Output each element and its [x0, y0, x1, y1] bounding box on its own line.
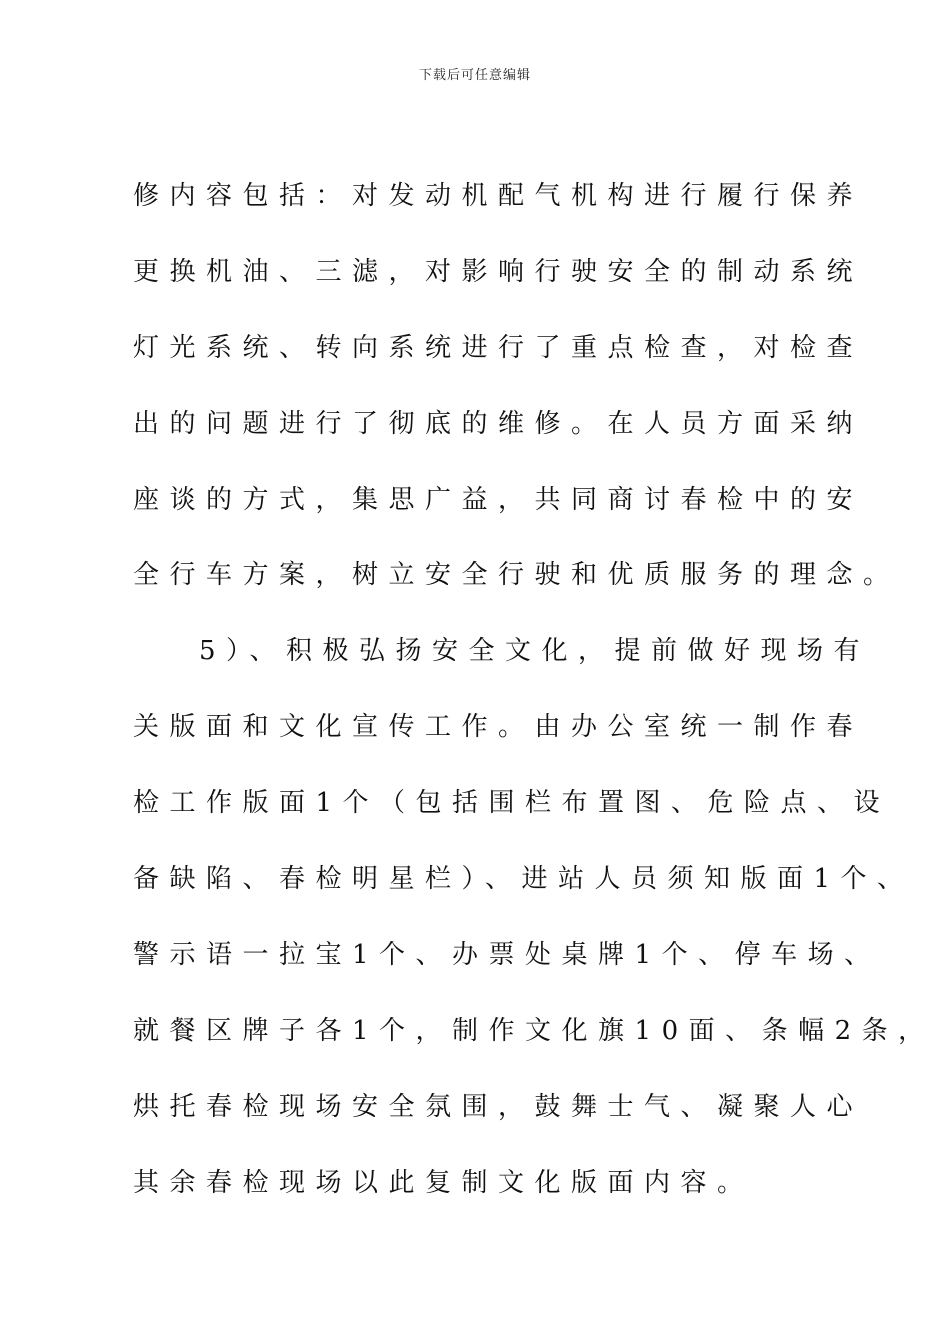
text-line: 修内容包括：对发动机配气机构进行履行保养 — [133, 181, 864, 211]
text-line: 更换机油、三滤，对影响行驶安全的制动系统 — [133, 256, 864, 287]
paragraph-start-line: 5）、积极弘扬安全文化，提前做好现场有 — [199, 636, 871, 667]
text-line: 出的问题进行了彻底的维修。在人员方面采纳 — [133, 408, 864, 439]
text-line: 座谈的方式，集思广益，共同商讨春检中的安 — [133, 484, 864, 515]
text-line: 检工作版面1个（包括围栏布置图、危险点、设 — [133, 788, 891, 819]
text-line: 烘托春检现场安全氛围，鼓舞士气、凝聚人心 — [133, 1091, 864, 1122]
text-line: 备缺陷、春检明星栏）、进站人员须知版面1个、 — [133, 864, 914, 895]
text-line: 就餐区牌子各1个，制作文化旗10面、条幅2条， — [133, 1015, 935, 1046]
text-line: 关版面和文化宣传工作。由办公室统一制作春 — [133, 712, 864, 743]
document-body — [133, 176, 935, 1238]
page-header: 下载后可任意编辑 — [418, 68, 531, 83]
text-line: 全行车方案，树立安全行驶和优质服务的理念。 — [133, 560, 900, 591]
text-line: 警示语一拉宝1个、办票处桌牌1个、停车场、 — [133, 939, 881, 970]
text-line: 其余春检现场以此复制文化版面内容。 — [133, 1167, 754, 1198]
text-line: 灯光系统、转向系统进行了重点检查，对检查 — [133, 332, 864, 363]
